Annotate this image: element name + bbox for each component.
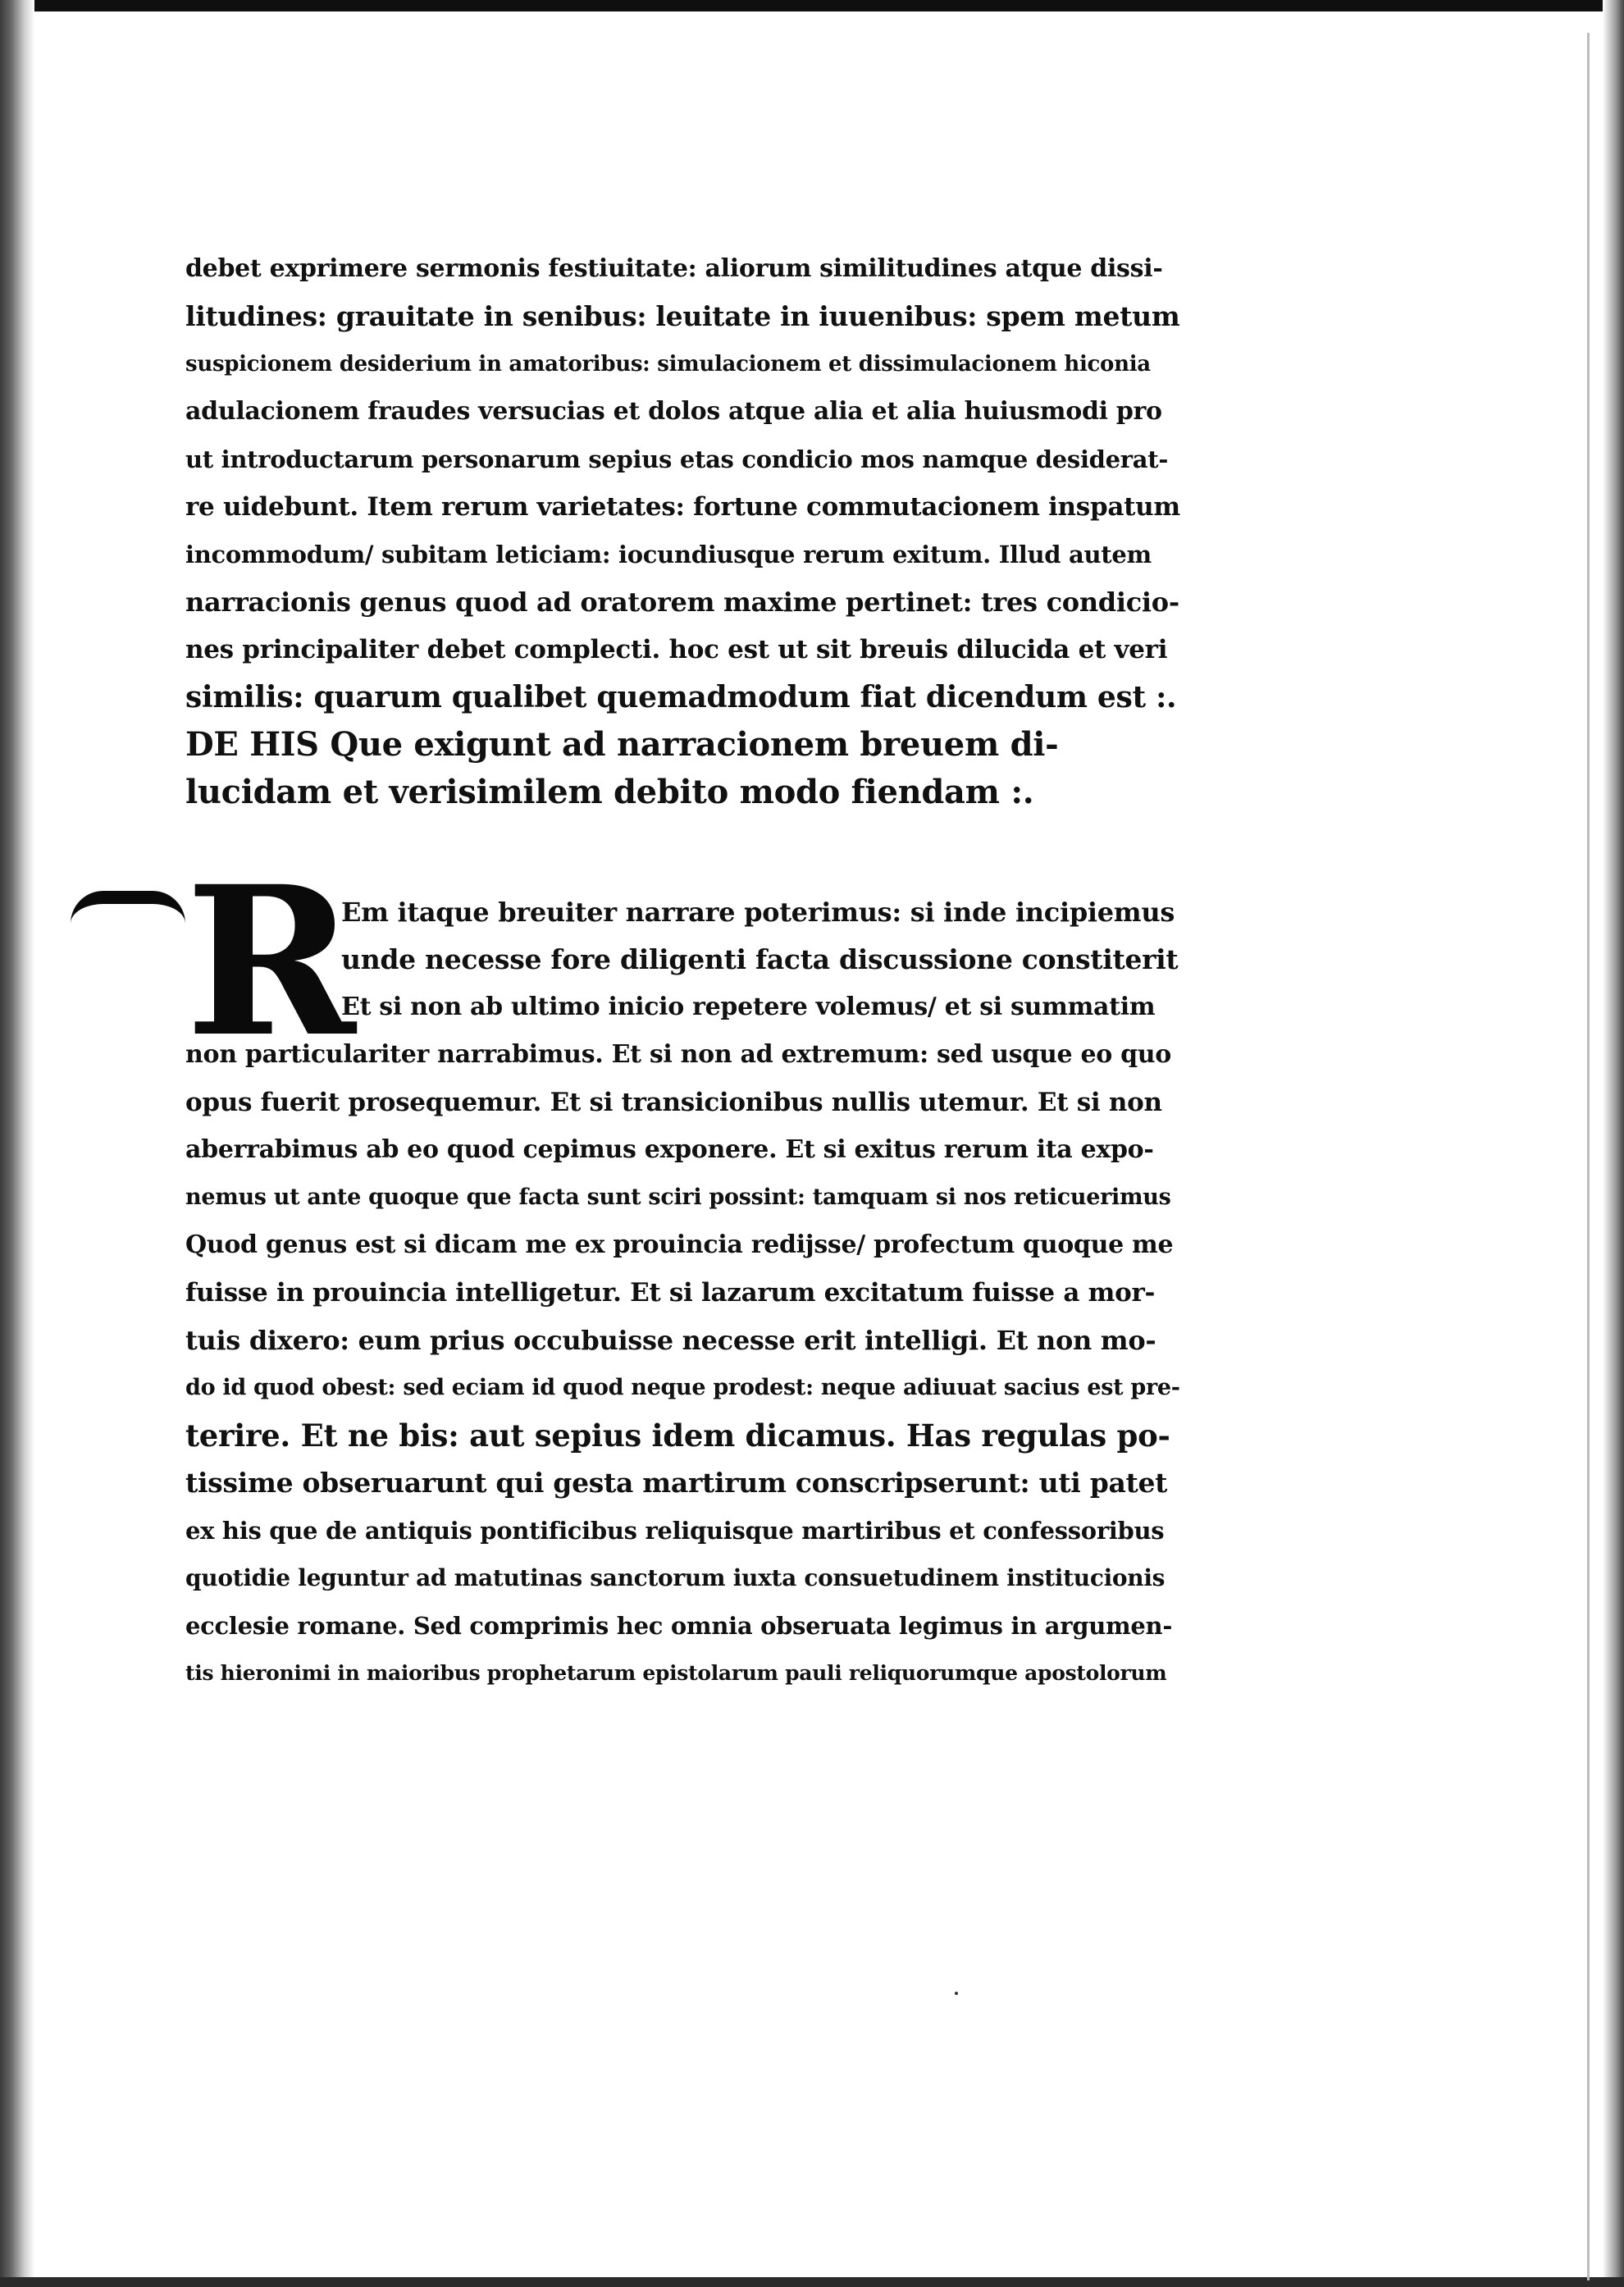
text-line: ut introductarum personarum sepius etas condicio mos namque desiderat- [185,445,1169,473]
text-line: incommodum/ subitam leticiam: iocundiusque rerum exitum. Illud autem [185,541,1152,568]
text-line: suspicionem desiderium in amatoribus: simulacionem et dissimulacionem hiconia [185,352,1151,377]
text-line: similis: quarum qualibet quemadmodum fiat dicendum est :. [185,680,1177,714]
text-line: debet exprimere sermonis festiuitate: aliorum similitudines atque dissi- [185,254,1163,283]
text-line: ex his que de antiquis pontificibus reliquisque martiribus et confessoribus [185,1517,1165,1545]
text-line: litudines: grauitate in senibus: leuitate in iuuenibus: spem metum [185,300,1180,332]
text-line: aberrabimus ab eo quod cepimus exponere. Et si exitus rerum ita expo- [185,1135,1154,1164]
scan-edge-right [1603,0,1624,2287]
text-line: re uidebunt. Item rerum varietates: fortune commutacionem inspatum [185,492,1180,522]
text-line: terire. Et ne bis: aut sepius idem dicamus. Has regulas po- [185,1417,1170,1454]
section-heading: DE HIS Que exigunt ad narracionem breuem di- [185,725,1059,764]
drop-cap-initial: R [185,841,356,1082]
text-line: Em itaque breuiter narrare poterimus: si inde incipiemus [341,897,1175,928]
text-line: quotidie leguntur ad matutinas sanctorum iuxta consuetudinem institucionis [185,1564,1166,1591]
page-fold-line [1587,33,1590,2280]
text-line: nes principaliter debet complecti. hoc est ut sit breuis dilucida et veri [185,635,1168,664]
ink-speck [955,1992,958,1995]
text-line: do id quod obest: sed eciam id quod neque prodest: neque adiuuat sacius est pre- [185,1375,1180,1400]
scan-edge-top [0,0,1624,11]
text-line: non particulariter narrabimus. Et si non ad extremum: sed usque eo quo [185,1040,1171,1069]
scan-edge-left [0,0,34,2287]
section-heading: lucidam et verisimilem debito modo fiendam :. [185,773,1034,811]
text-line: adulacionem fraudes versucias et dolos atque alia et alia huiusmodi pro [185,397,1162,426]
text-line: Et si non ab ultimo inicio repetere volemus/ et si summatim [341,993,1156,1021]
scan-edge-bottom [0,2277,1624,2287]
text-line: Quod genus est si dicam me ex prouincia redijsse/ profectum quoque me [185,1230,1174,1259]
text-line: ecclesie romane. Sed comprimis hec omnia obseruata legimus in argumen- [185,1612,1173,1640]
text-line: tissime obseruarunt qui gesta martirum conscripserunt: uti patet [185,1467,1168,1499]
text-line: nemus ut ante quoque que facta sunt sciri possint: tamquam si nos reticuerimus [185,1185,1171,1210]
text-line: unde necesse fore diligenti facta discussione constiterit [341,943,1179,975]
text-line: tis hieronimi in maioribus prophetarum epistolarum pauli reliquorumque apostolorum [185,1661,1167,1685]
initial-flourish [71,891,185,924]
text-line: fuisse in prouincia intelligetur. Et si lazarum excitatum fuisse a mor- [185,1278,1156,1308]
text-line: tuis dixero: eum prius occubuisse necesse erit intelligi. Et non mo- [185,1325,1156,1356]
text-line: opus fuerit prosequemur. Et si transicionibus nullis utemur. Et si non [185,1088,1162,1117]
text-line: narracionis genus quod ad oratorem maxime pertinet: tres condicio- [185,587,1179,618]
